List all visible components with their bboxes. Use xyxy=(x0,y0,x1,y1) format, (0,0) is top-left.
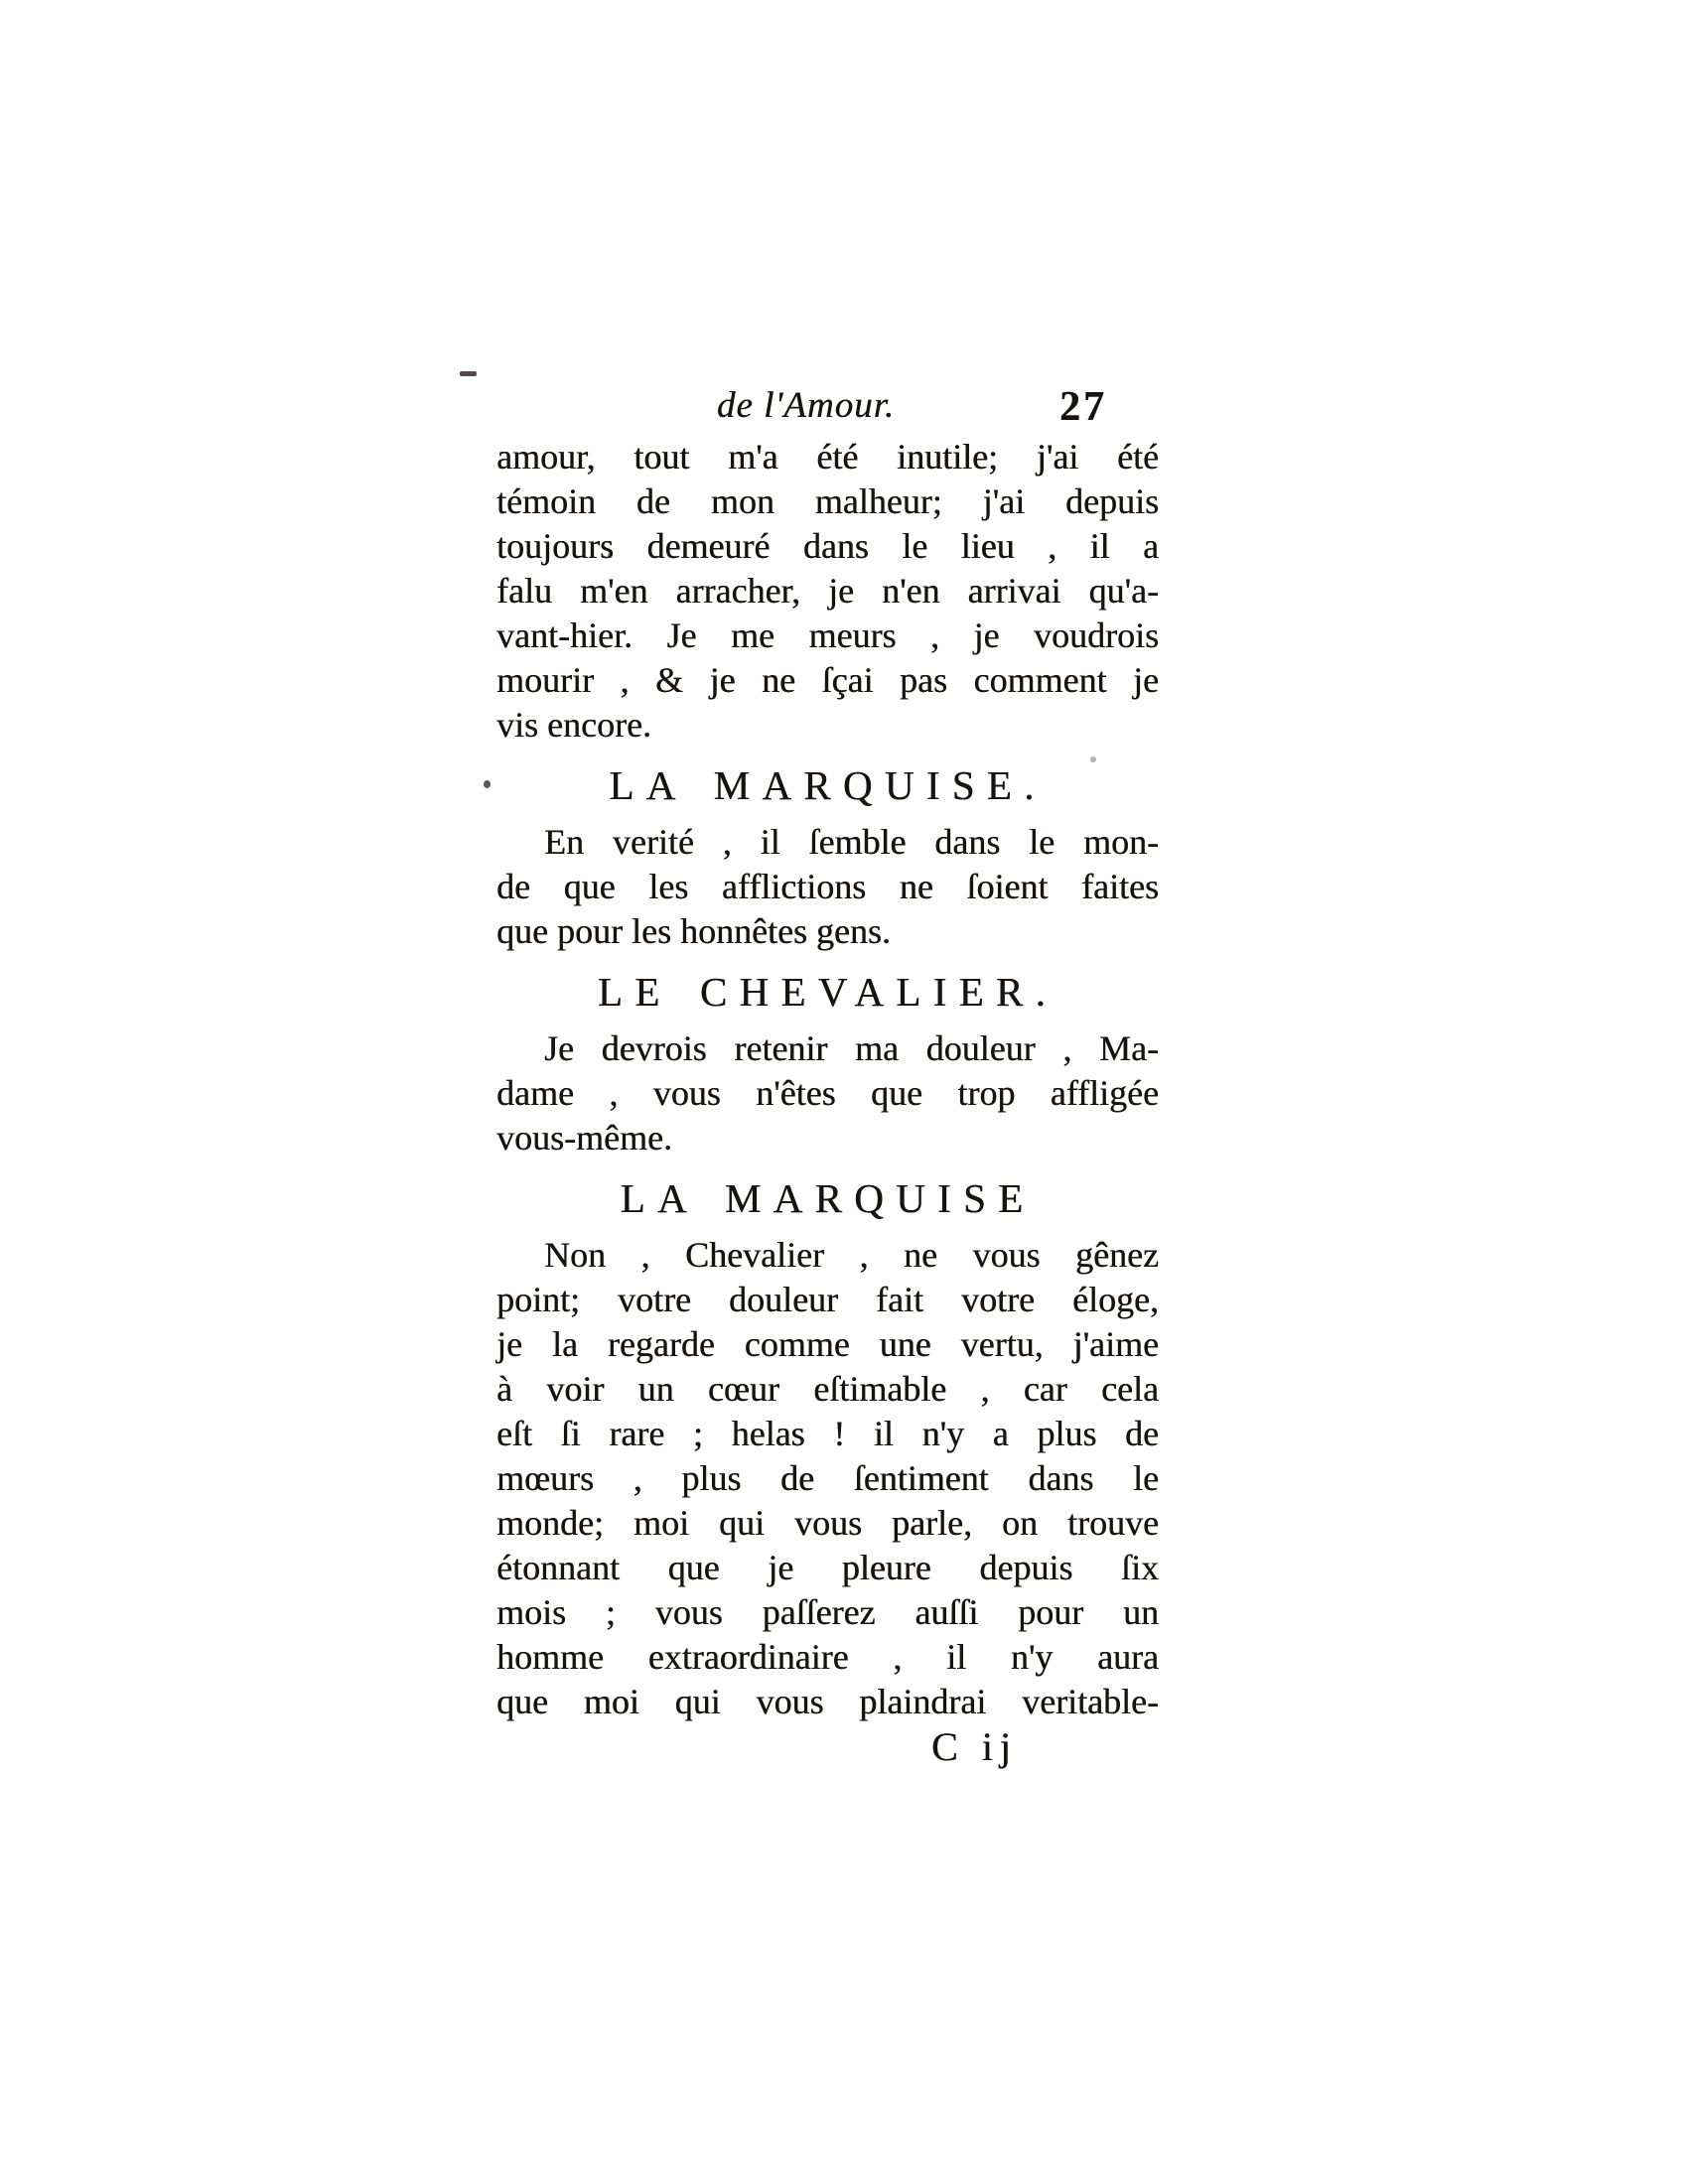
text-line: vous-même. xyxy=(496,1118,672,1158)
text-line: eſt ſi rare ; helas ! il n'y a plus de xyxy=(496,1414,1159,1453)
text-line: monde; moi qui vous parle, on trouve xyxy=(496,1503,1159,1543)
ink-speck xyxy=(484,780,491,788)
text-line: témoin de mon malheur; j'ai depuis xyxy=(496,481,1159,521)
text-line: Non , Chevalier , ne vous gênez xyxy=(544,1235,1159,1275)
text-line: étonnant que je pleure depuis ſix xyxy=(496,1548,1159,1587)
text-line: mois ; vous paſſerez auſſi pour un xyxy=(496,1592,1159,1632)
text-line: point; votre douleur fait votre éloge, xyxy=(496,1280,1159,1319)
dialogue-paragraph xyxy=(496,820,1159,954)
dialogue-paragraph xyxy=(496,435,1159,748)
speaker-heading: LA MARQUISE. xyxy=(609,762,1047,808)
text-line: falu m'en arracher, je n'en arrivai qu'a- xyxy=(496,571,1159,611)
page-number: 27 xyxy=(1059,384,1107,430)
text-line: toujours demeuré dans le lieu , il a xyxy=(496,526,1159,566)
text-line: amour, tout m'a été inutile; j'ai été xyxy=(496,437,1159,477)
speaker-heading: LE CHEVALIER. xyxy=(597,969,1058,1015)
text-line: homme extraordinaire , il n'y aura xyxy=(496,1637,1159,1677)
text-line: mœurs , plus de ſentiment dans le xyxy=(496,1458,1159,1498)
text-column xyxy=(496,383,1159,1769)
text-line: que moi qui vous plaindrai veritable- xyxy=(496,1682,1159,1721)
running-head-title: de l'Amour. xyxy=(716,385,896,426)
text-line: Je devrois retenir ma douleur , Ma- xyxy=(544,1028,1159,1068)
text-line: que pour les honnêtes gens. xyxy=(496,911,891,951)
speaker-heading: LA MARQUISE xyxy=(620,1175,1036,1221)
dialogue-paragraph xyxy=(496,1233,1159,1724)
text-line: En verité , il ſemble dans le mon- xyxy=(544,822,1159,862)
page-body xyxy=(496,435,1159,1769)
text-line: je la regarde comme une vertu, j'aime xyxy=(496,1324,1159,1364)
text-line: vant-hier. Je me meurs , je voudrois xyxy=(496,615,1159,655)
signature-mark: C ij xyxy=(931,1724,1018,1769)
dialogue-paragraph xyxy=(496,1026,1159,1160)
running-head xyxy=(496,383,1159,433)
text-line: vis encore. xyxy=(496,705,651,745)
text-line: de que les afflictions ne ſoient faites xyxy=(496,867,1159,906)
ink-speck xyxy=(460,371,477,376)
text-line: mourir , & je ne ſçai pas comment je xyxy=(496,660,1159,700)
text-line: à voir un cœur eſtimable , car cela xyxy=(496,1369,1159,1409)
text-line: dame , vous n'êtes que trop affligée xyxy=(496,1073,1159,1113)
